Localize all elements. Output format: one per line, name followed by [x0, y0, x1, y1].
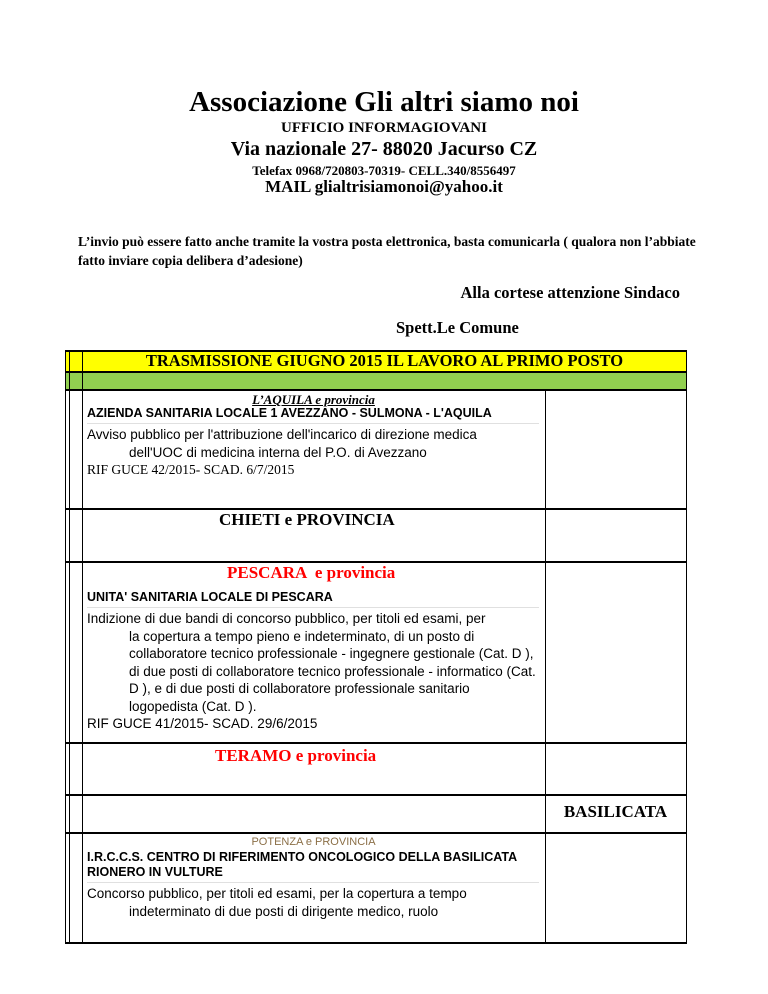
listing-description-cont: dell'UOC di medicina interna del P.O. di Avezzano [129, 444, 427, 460]
listing-potenza [87, 850, 539, 920]
listing-reference: RIF GUCE 42/2015- SCAD. 6/7/2015 [87, 462, 295, 477]
listing-description: Avviso pubblico per l'attribuzione dell'incarico di direzione medica [87, 427, 477, 442]
table-title: TRASMISSIONE GIUGNO 2015 IL LAVORO AL PRIMO POSTO [145, 351, 624, 370]
listing-description: Concorso pubblico, per titoli ed esami, per la copertura a tempo [87, 886, 467, 901]
email-address[interactable]: MAIL glialtrisiamonoi@yahoo.it [265, 177, 503, 196]
green-bar [65, 372, 687, 390]
entity-name: UNITA' SANITARIA LOCALE DI PESCARA [87, 590, 539, 608]
entity-name: I.R.C.C.S. CENTRO DI RIFERIMENTO ONCOLOGICO DELLA BASILICATA RIONERO IN VULTURE [87, 850, 539, 883]
address: Via nazionale 27- 88020 Jacurso CZ [230, 138, 538, 160]
job-table [65, 350, 687, 944]
office-name: UFFICIO INFORMAGIOVANI [281, 120, 487, 136]
listing-description-cont: la copertura a tempo pieno e indeterminato, di un posto di collaboratore tecnico professionale - ingegnere gestionale (Cat. D ), di due posti di collaboratore tecnico professionale - informatico (Cat. D ), e di due posti di collaboratore professionale sanitario logopedista (Cat. D ). [129, 628, 536, 714]
telefax: Telefax 0968/720803-70319- CELL.340/8556497 [252, 163, 516, 178]
listing-pescara [87, 590, 539, 733]
listing-description: Indizione di due bandi di concorso pubblico, per titoli ed esami, per [87, 611, 486, 626]
listing-aquila [87, 406, 539, 479]
listing-reference: RIF GUCE 41/2015- SCAD. 29/6/2015 [87, 716, 318, 731]
attention-line: Alla cortese attenzione Sindaco [460, 283, 680, 302]
region-aquila: L’AQUILA e provincia [252, 392, 375, 407]
recipient-line: Spett.Le Comune [396, 318, 519, 337]
entity-name: AZIENDA SANITARIA LOCALE 1 AVEZZANO - SULMONA - L'AQUILA [87, 406, 539, 424]
listing-description-cont: indeterminato di due posti di dirigente medico, ruolo [129, 903, 439, 919]
submission-note: L’invio può essere fatto anche tramite la vostra posta elettronica, basta comunicarla ( qualora non l’abbiate fatto inviare copia delibera d’adesione) [78, 234, 696, 268]
association-title: Associazione Gli altri siamo noi [189, 86, 579, 118]
region-basilicata: BASILICATA [563, 802, 668, 821]
region-teramo: TERAMO e provincia [215, 746, 377, 765]
region-potenza: POTENZA e PROVINCIA [251, 836, 376, 848]
region-chieti: CHIETI e PROVINCIA [219, 510, 395, 529]
region-pescara: PESCARA e provincia [227, 563, 396, 582]
